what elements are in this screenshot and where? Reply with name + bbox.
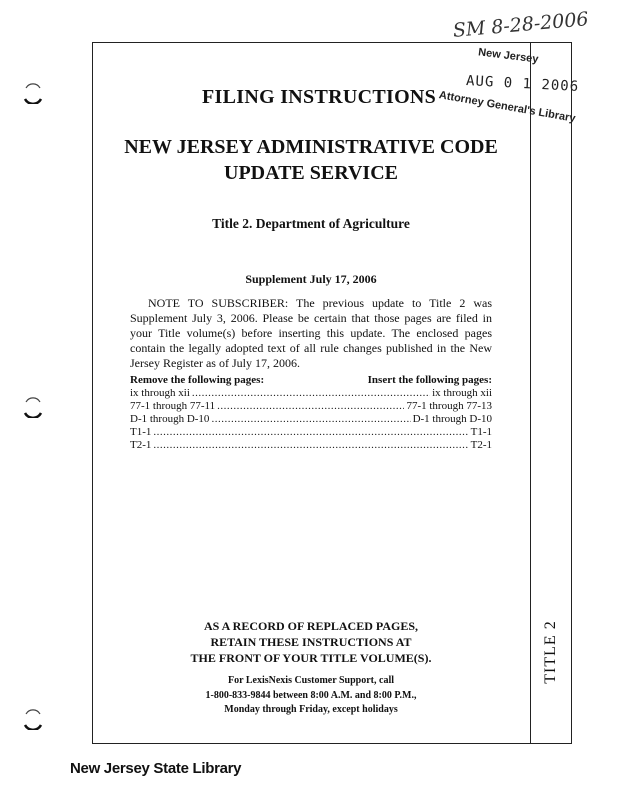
remove-pages-cell: T2-1: [130, 439, 152, 451]
remove-pages-cell: 77-1 through 77-11: [130, 400, 216, 412]
support-line1: For LexisNexis Customer Support, call: [227, 675, 394, 686]
received-stamp-date: AUG 0 1 2006: [465, 73, 580, 95]
code-title-line2: UPDATE SERVICE: [224, 162, 398, 184]
remove-pages-header: Remove the following pages:: [130, 374, 265, 386]
record-notice-line3: THE FRONT OF YOUR TITLE VOLUME(S).: [190, 651, 432, 665]
code-title: [92, 134, 530, 186]
insert-pages-cell: ix through xii: [432, 387, 492, 399]
dot-leader: [153, 439, 468, 452]
insert-pages-header: Insert the following pages:: [367, 374, 492, 386]
dot-leader: [192, 387, 430, 400]
punch-hole-icon: [22, 708, 44, 730]
dot-leader: [153, 426, 468, 439]
state-library-stamp: New Jersey State Library: [70, 760, 242, 777]
table-row: [130, 400, 492, 413]
insert-pages-cell: T1-1: [470, 426, 492, 438]
insert-pages-cell: D-1 through D-10: [412, 413, 492, 425]
record-notice: [92, 618, 530, 666]
department-subtitle: Title 2. Department of Agriculture: [212, 216, 410, 231]
table-row: [130, 426, 492, 439]
title-tab-divider: [530, 42, 531, 744]
supplement-date: Supplement July 17, 2006: [245, 272, 377, 286]
table-row: [130, 439, 492, 452]
insert-pages-cell: 77-1 through 77-13: [406, 400, 492, 412]
remove-pages-cell: T1-1: [130, 426, 152, 438]
remove-pages-cell: D-1 through D-10: [130, 413, 210, 425]
pages-table: [130, 374, 492, 452]
title-side-tab-label: TITLE 2: [542, 620, 559, 684]
filing-instructions-title: FILING INSTRUCTIONS: [202, 86, 437, 108]
support-line3: Monday through Friday, except holidays: [224, 704, 398, 715]
handwritten-note: SM 8-28-2006: [452, 8, 590, 42]
pages-table-header: [130, 374, 492, 387]
customer-support: [92, 674, 530, 718]
received-stamp-state: New Jersey: [477, 46, 540, 66]
dot-leader: [211, 413, 410, 426]
code-title-line1: NEW JERSEY ADMINISTRATIVE CODE: [124, 136, 498, 158]
punch-hole-icon: [22, 82, 44, 104]
support-line2: 1-800-833-9844 between 8:00 A.M. and 8:00 P.M.,: [205, 689, 417, 701]
remove-pages-cell: ix through xii: [130, 387, 190, 399]
dot-leader: [217, 400, 404, 413]
punch-hole-icon: [22, 396, 44, 418]
table-row: [130, 387, 492, 400]
subscriber-note: NOTE TO SUBSCRIBER: The previous update to Title 2 was Supplement July 3, 2006. Please be certain that those pages are filed in your Title volume(s) before inserting this update. The enclosed pages contain the legally adopted text of all rule changes published in the New Jersey Register as of July 17, 2006.: [130, 296, 492, 370]
received-stamp-library: Attorney General's Library: [438, 89, 577, 125]
record-notice-line1: AS A RECORD OF REPLACED PAGES,: [203, 619, 419, 633]
table-row: [130, 413, 492, 426]
record-notice-line2: RETAIN THESE INSTRUCTIONS AT: [210, 635, 412, 649]
insert-pages-cell: T2-1: [470, 439, 492, 451]
